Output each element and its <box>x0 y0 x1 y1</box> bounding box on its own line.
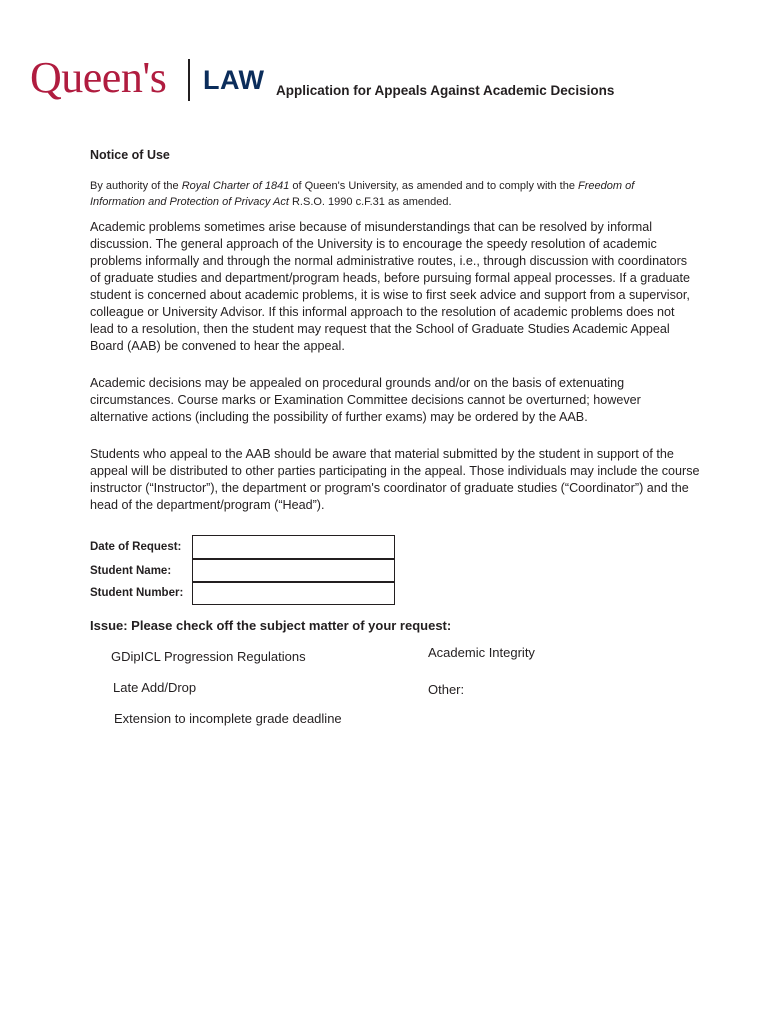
date-of-request-label: Date of Request: <box>90 541 182 553</box>
option-extension-incomplete-grade[interactable]: Extension to incomplete grade deadline <box>114 711 342 726</box>
student-name-label: Student Name: <box>90 565 172 577</box>
notice-text-part: R.S.O. 1990 c.F.31 as amended. <box>288 196 452 208</box>
notice-text-part: of Queen's University, as amended and to comply with the <box>289 180 578 192</box>
law-logo-text: LAW <box>203 65 265 95</box>
privacy-act-reference: Freedom of Information and Protection of Privacy Act <box>90 180 635 208</box>
body-paragraph-2: Academic decisions may be appealed on procedural grounds and/or on the basis of extenuating circumstances. Course marks or Examination Committee decisions cannot be overturned; however alternative actions (including the possibility of further exams) may be ordered by the AAB. <box>90 376 641 424</box>
student-name-field[interactable] <box>192 559 395 582</box>
notice-text <box>90 178 690 210</box>
body-paragraph-3: Students who appeal to the AAB should be aware that material submitted by the student in support of the appeal will be distributed to other parties participating in the appeal. Those individuals may include the course instructor (“Instructor”), the department or program's coordinator of graduate studies (“Coordinator”) and the head of the department/program (“Head”). <box>90 447 700 512</box>
student-number-field[interactable] <box>192 582 395 605</box>
option-late-add-drop[interactable]: Late Add/Drop <box>113 680 197 695</box>
notice-heading: Notice of Use <box>90 148 170 162</box>
student-number-label: Student Number: <box>90 587 184 599</box>
notice-text-part: By authority of the <box>90 180 182 192</box>
option-gdipicl-progression[interactable]: GDipICL Progression Regulations <box>111 649 306 664</box>
date-of-request-field[interactable] <box>192 535 395 559</box>
document-title: Application for Appeals Against Academic Decisions <box>276 83 615 98</box>
issue-heading: Issue: Please check off the subject matter of your request: <box>90 618 452 633</box>
logo-divider <box>188 59 190 101</box>
royal-charter-reference: Royal Charter of 1841 <box>181 180 290 192</box>
body-paragraph-1: Academic problems sometimes arise because of misunderstandings that can be resolved by informal discussion. The general approach of the University is to encourage the speedy resolution of academic problems informally and through the normal administrative routes, i.e., through discussion with coordinators of graduate studies and department/program heads, before pursuing formal appeal processes. If a graduate student is concerned about academic problems, it is wise to first seek advice and support from a supervisor, colleague or University Advisor. If this informal approach to the resolution of academic problems does not lead to a resolution, then the student may request that the School of Graduate Studies Academic Appeal Board (AAB) be convened to hear the appeal. <box>90 220 690 353</box>
queens-logo-wordmark: Queen's <box>30 53 167 102</box>
option-academic-integrity[interactable]: Academic Integrity <box>428 645 535 660</box>
option-other[interactable]: Other: <box>428 682 465 697</box>
